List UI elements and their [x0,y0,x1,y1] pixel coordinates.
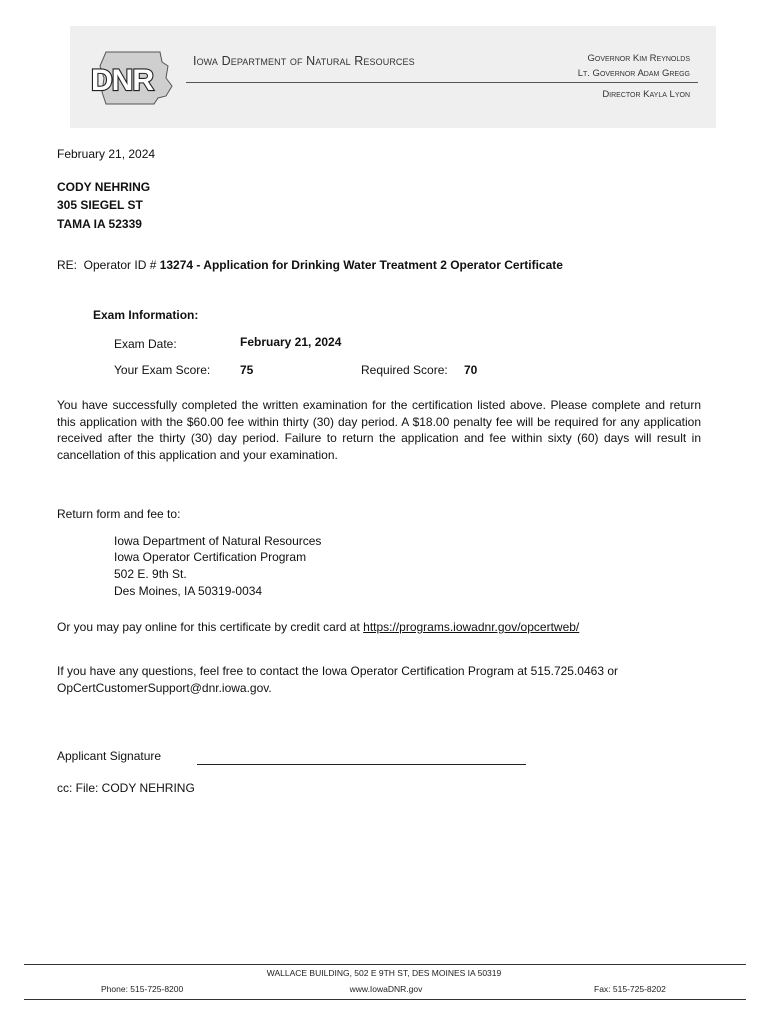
footer-rule-top [24,964,746,965]
contact-line-2: OpCertCustomerSupport@dnr.iowa.gov. [57,681,272,695]
cc-line: cc: File: CODY NEHRING [57,781,195,795]
letterhead-rule [186,82,698,83]
re-line [57,258,563,272]
director-name: Director Kayla Lyon [602,89,690,100]
dnr-logo [88,48,174,108]
logo-lettering: DNR [91,64,153,97]
required-score-value: 70 [464,363,478,377]
exam-date-value: February 21, 2024 [240,335,342,349]
letter-date: February 21, 2024 [57,147,156,161]
footer-rule-bottom [24,999,746,1000]
recipient-street: 305 SIEGEL ST [57,198,143,212]
agency-name: Iowa Department of Natural Resources [193,54,415,68]
return-line-2: Iowa Operator Certification Program [114,550,307,564]
return-line-4: Des Moines, IA 50319-0034 [114,584,263,598]
signature-line [197,764,526,765]
lt-governor-name: Lt. Governor Adam Gregg [577,68,690,79]
re-prefix: RE: Operator ID # [57,258,160,272]
exam-date-label: Exam Date: [114,337,177,351]
re-subject: - Application for Drinking Water Treatment 2 Operator Certificate [193,258,563,272]
recipient-city: TAMA IA 52339 [57,217,142,231]
recipient-name: CODY NEHRING [57,180,151,194]
body-paragraph: You have successfully completed the written examination for the certification listed above. Please complete and return this application with the $60.00 fee within thirty (30) day period. A $18.00 penalty fee will be required for any application received after the thirty (30) day period. Failure to return the application and fee within sixty (60) days will result in cancellation of this application and your examination. [57,398,701,462]
required-score-label: Required Score: [361,363,448,377]
governor-name: Governor Kim Reynolds [587,53,690,64]
footer-website: www.IowaDNR.gov [349,984,423,994]
signature-label: Applicant Signature [57,749,162,763]
exam-score-label: Your Exam Score: [114,363,211,377]
footer-phone: Phone: 515-725-8200 [101,984,184,994]
footer-fax: Fax: 515-725-8202 [594,984,666,994]
online-payment [57,620,579,634]
operator-id: 13274 [159,258,194,272]
return-label: Return form and fee to: [57,507,181,521]
return-line-1: Iowa Department of Natural Resources [114,534,322,548]
footer-address: WALLACE BUILDING, 502 E 9TH ST, DES MOINES IA 50319 [266,968,502,978]
return-line-3: 502 E. 9th St. [114,567,187,581]
exam-heading: Exam Information: [93,308,199,322]
payment-link[interactable]: https://programs.iowadnr.gov/opcertweb/ [363,620,580,634]
online-text: Or you may pay online for this certificate by credit card at [57,620,364,634]
exam-score-value: 75 [240,363,254,377]
contact-line-1: If you have any questions, feel free to contact the Iowa Operator Certification Program at 515.725.0463 or [57,664,618,678]
